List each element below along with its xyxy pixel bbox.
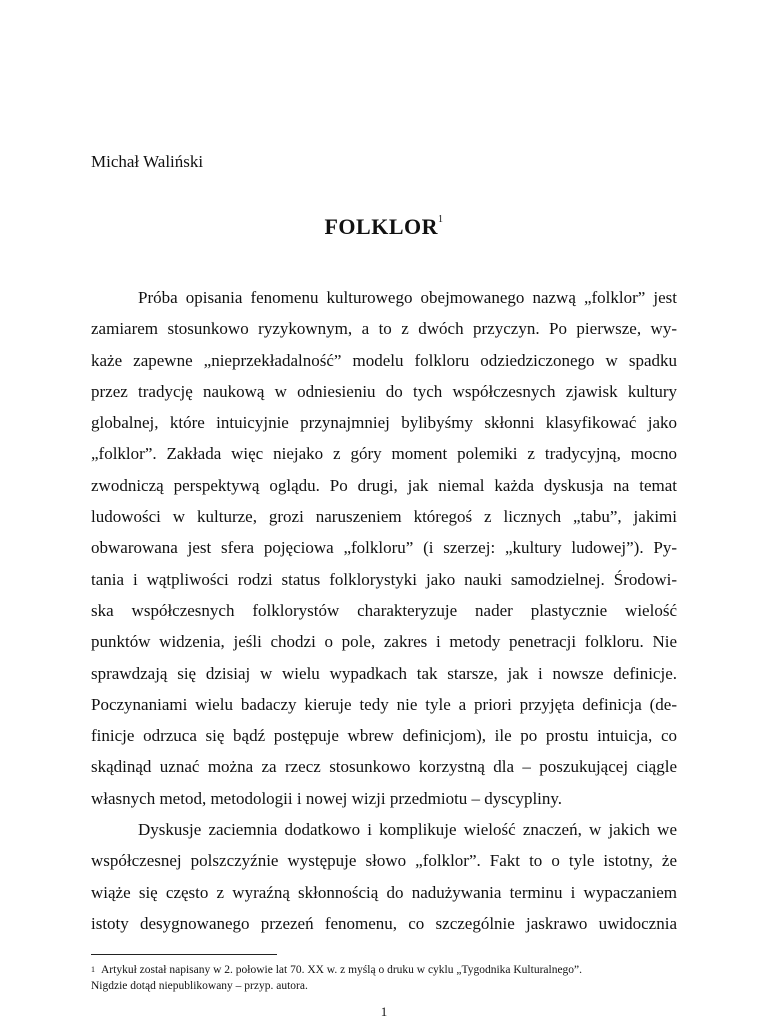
text-line: tania i wątpliwości rodzi status folklorystyki jako nauki samodzielnej. Środowi- xyxy=(91,569,677,589)
footnote xyxy=(91,962,677,994)
text-line: ludowości w kulturze, grozi naruszeniem któregoś z licznych „tabu”, jakimi xyxy=(91,507,677,527)
footnote-line-1 xyxy=(91,962,677,978)
author-name: Michał Waliński xyxy=(91,152,204,171)
text-line: globalnej, które intuicyjnie przynajmniej bylibyśmy skłonni klasyfikować jako xyxy=(91,413,677,433)
text-line: współczesnej polszczyźnie występuje słowo „folklor”. Fakt to o tyle istotny, że xyxy=(91,851,677,871)
text-line: zwodniczą perspektywą oglądu. Po drugi, jak niemal każda dyskusja na temat xyxy=(91,475,677,495)
text-line: skądinąd uznać można za rzecz stosunkowo korzystną dla – poszukującej ciągle xyxy=(91,757,677,777)
text-line: finicje odrzuca się bądź postępuje wbrew definicjom), ile po prostu intuicja, co xyxy=(91,726,677,746)
text-line: sprawdzają się dzisiaj w wielu wypadkach tak starsze, jak i nowsze definicje. xyxy=(91,663,677,683)
text-line: obwarowana jest sfera pojęciowa „folkloru” (i szerzej: „kultury ludowej”). Py- xyxy=(91,538,677,558)
text-line: Próba opisania fenomenu kulturowego obejmowanego nazwą „folklor” jest xyxy=(138,288,677,307)
page-number: 1 xyxy=(380,1004,388,1019)
text-line: wiąże się często z wyraźną skłonnością do nadużywania terminu i wypaczaniem xyxy=(91,882,677,902)
paragraph-2 xyxy=(91,814,677,939)
title-text: FOLKLOR xyxy=(324,214,438,239)
footnote-text-1: Artykuł został napisany w 2. połowie lat 70. XX w. z myślą o druku w cyklu „Tygodnika Kulturalnego”. xyxy=(101,964,583,976)
text-line: każe zapewne „nieprzekładalność” modelu folkloru odziedziczonego w spadku xyxy=(91,350,677,370)
document-title xyxy=(0,214,768,240)
paragraph-1 xyxy=(91,282,677,814)
text-line: przez tradycję naukową w odniesieniu do tych współczesnych zjawisk kultury xyxy=(91,381,677,401)
text-line: ska współczesnych folklorystów charakteryzuje nader plastycznie wielość xyxy=(91,600,677,620)
footnote-separator xyxy=(91,954,277,955)
footnote-mark: 1 xyxy=(91,965,95,974)
text-line: istoty desygnowanego przezeń fenomenu, co szczególnie jaskrawo uwidocznia xyxy=(91,913,677,933)
text-line: zamiarem stosunkowo ryzykownym, a to z dwóch przyczyn. Po pierwsze, wy- xyxy=(91,319,677,339)
text-line: Poczynaniami wielu badaczy kieruje tedy nie tyle a priori przyjęta definicja (de- xyxy=(91,694,677,714)
text-line: punktów widzenia, jeśli chodzi o pole, zakres i metody penetracji folkloru. Nie xyxy=(91,632,677,652)
title-footnote-mark: 1 xyxy=(438,214,444,225)
text-line: własnych metod, metodologii i nowej wizji przedmiotu – dyscypliny. xyxy=(91,788,563,808)
footnote-text-2: Nigdzie dotąd niepublikowany – przyp. autora. xyxy=(91,980,308,992)
text-line: Dyskusje zaciemnia dodatkowo i komplikuje wielość znaczeń, w jakich we xyxy=(138,820,677,839)
text-line: „folklor”. Zakłada więc niejako z góry moment polemiki z tradycyjną, mocno xyxy=(91,444,677,464)
